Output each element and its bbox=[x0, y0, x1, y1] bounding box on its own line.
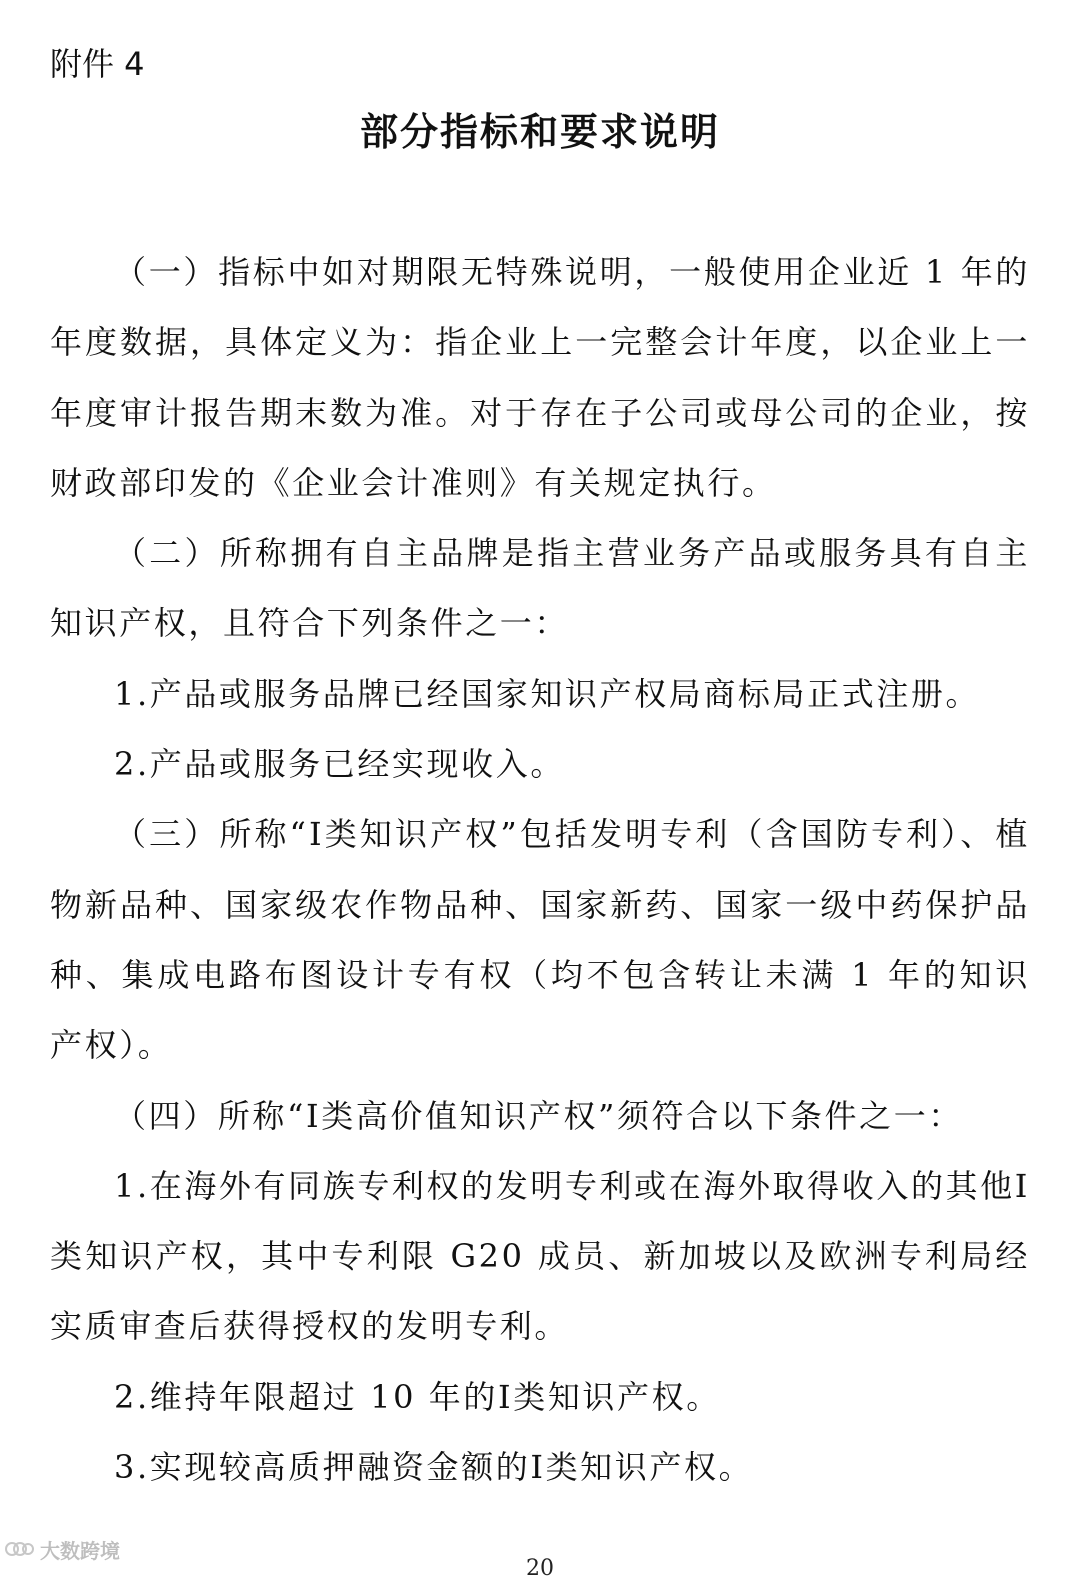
paragraph-2-item-1: 1.产品或服务品牌已经国家知识产权局商标局正式注册。 bbox=[114, 674, 981, 713]
document-title: 部分指标和要求说明 bbox=[359, 109, 720, 154]
watermark-text: 大数跨境 bbox=[40, 1538, 120, 1563]
paragraph-4-item-1: 1.在海外有同族专利权的发明专利或在海外取得收入的其他Ⅰ类知识产权，其中专利限 G20 成员、新加坡以及欧洲专利局经实质审查后获得授权的发明专利。 bbox=[50, 1166, 1030, 1346]
paragraph-3-class-one-ip: （三）所称“Ⅰ类知识产权”包括发明专利（含国防专利）、植物新品种、国家级农作物品种、国家新药、国家一级中药保护品种、集成电路布图设计专有权（均不包含转让未满 1 年的知识产权）。 bbox=[50, 815, 1030, 1065]
paragraph-1-period-definition: （一）指标中如对期限无特殊说明，一般使用企业近 1 年的年度数据，具体定义为：指企业上一完整会计年度，以企业上一年度审计报告期末数为准。对于存在子公司或母公司的企业，按财政部印发的《企业会计准则》有关规定执行。 bbox=[50, 253, 1030, 502]
attachment-label: 附件 4 bbox=[50, 45, 145, 83]
paragraph-2-item-2: 2.产品或服务已经实现收入。 bbox=[114, 745, 565, 784]
watermark bbox=[4, 1534, 120, 1564]
paragraph-4-high-value-ip: （四）所称“Ⅰ类高价值知识产权”须符合以下条件之一： bbox=[114, 1096, 963, 1135]
document-body bbox=[50, 237, 1030, 1502]
paragraph-2-own-brand: （二）所称拥有自主品牌是指主营业务产品或服务具有自主知识产权，且符合下列条件之一： bbox=[50, 534, 1030, 643]
page-number-text: 20 bbox=[526, 1556, 554, 1581]
brand-logo-icon bbox=[4, 1537, 34, 1561]
paragraph-4-item-3: 3.实现较高质押融资金额的Ⅰ类知识产权。 bbox=[114, 1448, 754, 1487]
page-number bbox=[516, 1556, 564, 1581]
paragraph-4-item-2: 2.维持年限超过 10 年的Ⅰ类知识产权。 bbox=[114, 1377, 721, 1416]
